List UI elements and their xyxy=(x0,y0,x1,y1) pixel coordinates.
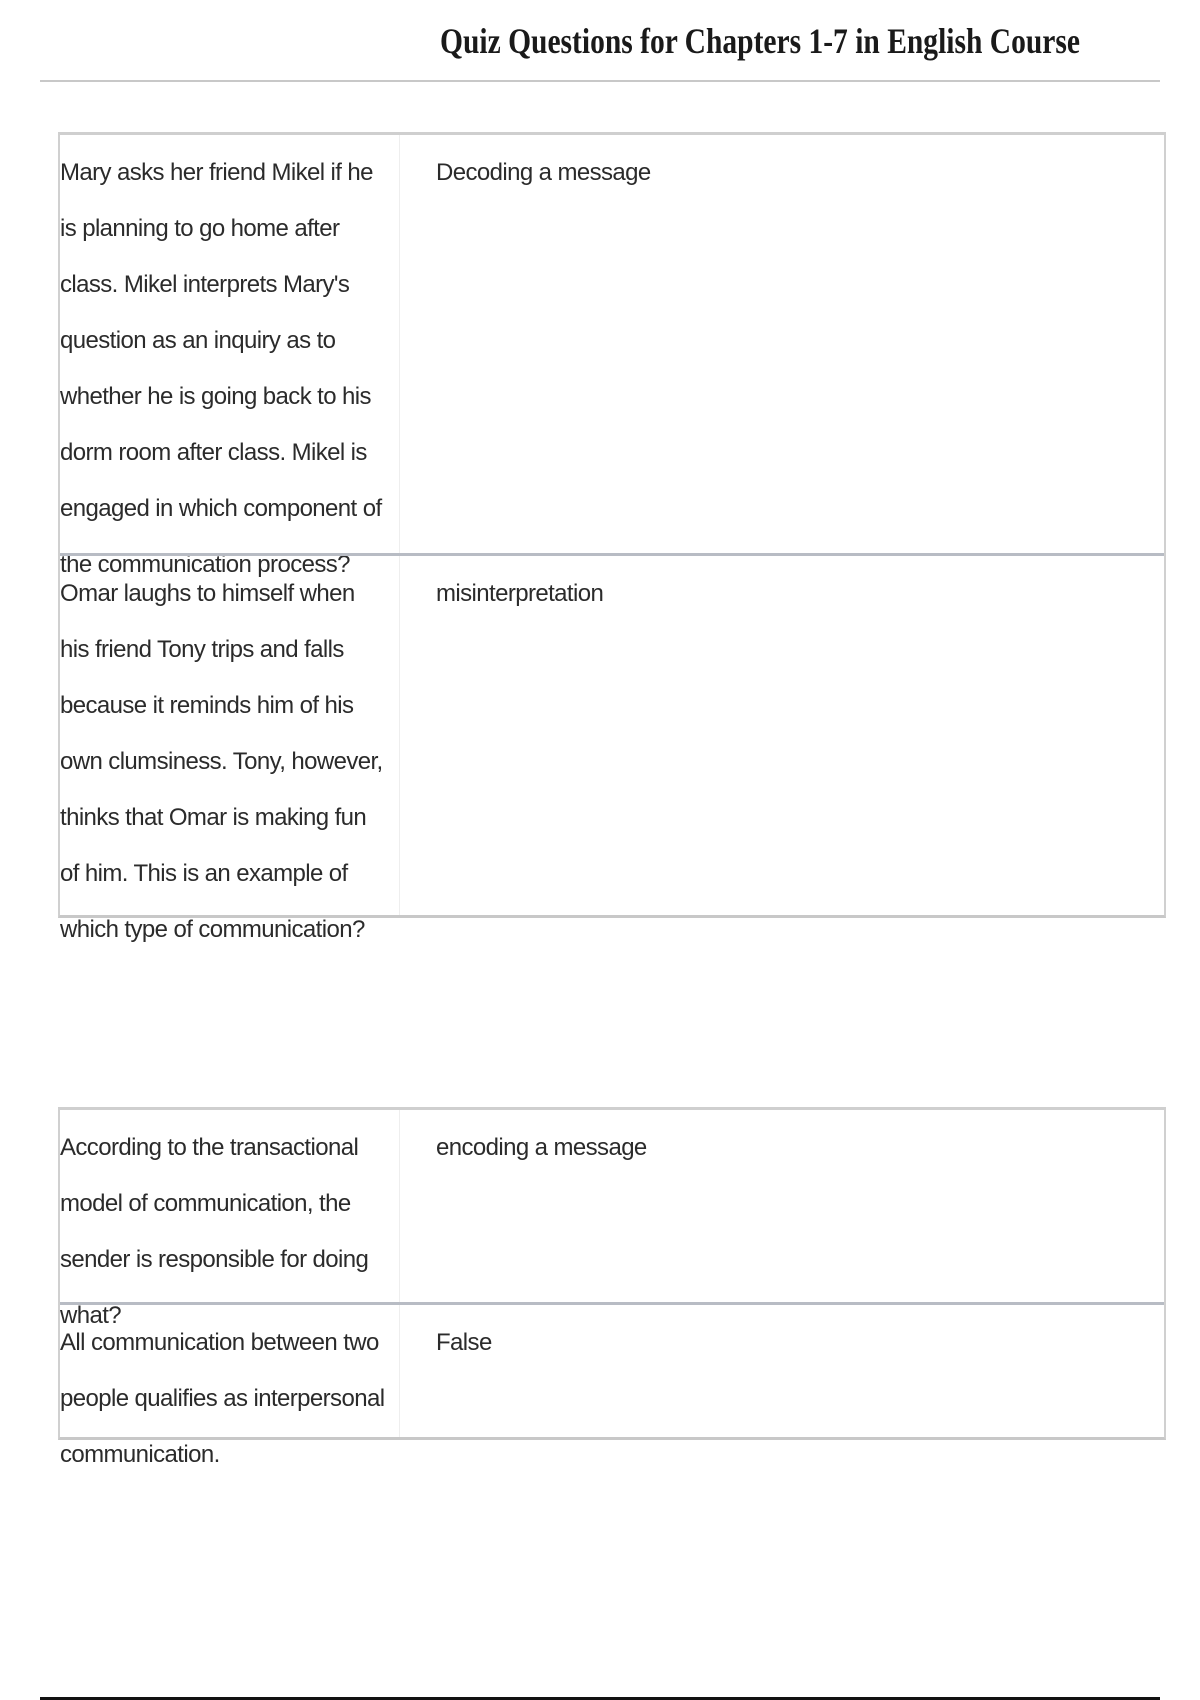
flashcard-row[interactable] xyxy=(60,1302,1164,1468)
flashcard-row[interactable] xyxy=(60,1110,1164,1329)
question-text: Omar laughs to himself when his friend Tony trips and falls because it reminds him of his own clumsiness. Tony, however, thinks that Omar is making fun of him. This is an example of which type of communication? xyxy=(60,556,400,915)
answer-text: misinterpretation xyxy=(436,580,604,607)
flashcard-row[interactable] xyxy=(60,553,1164,943)
flashcard-row[interactable] xyxy=(60,135,1164,578)
title-divider xyxy=(40,80,1160,82)
answer-text: Decoding a message xyxy=(436,159,651,186)
question-text: All communication between two people qualifies as interpersonal communication. xyxy=(60,1305,400,1437)
flashcard-group-1 xyxy=(58,132,1166,943)
question-text: According to the transactional model of communication, the sender is responsible for doing what? xyxy=(60,1110,400,1302)
answer-text: encoding a message xyxy=(436,1134,647,1161)
answer-text: False xyxy=(436,1329,492,1356)
flashcard-group-2 xyxy=(58,1107,1166,1468)
question-text: Mary asks her friend Mikel if he is planning to go home after class. Mikel interprets Mary's question as an inquiry as to whether he is going back to his dorm room after class. Mikel is engaged in which component of the communication process? xyxy=(60,135,400,553)
page-title: Quiz Questions for Chapters 1-7 in English Course xyxy=(440,21,1080,61)
